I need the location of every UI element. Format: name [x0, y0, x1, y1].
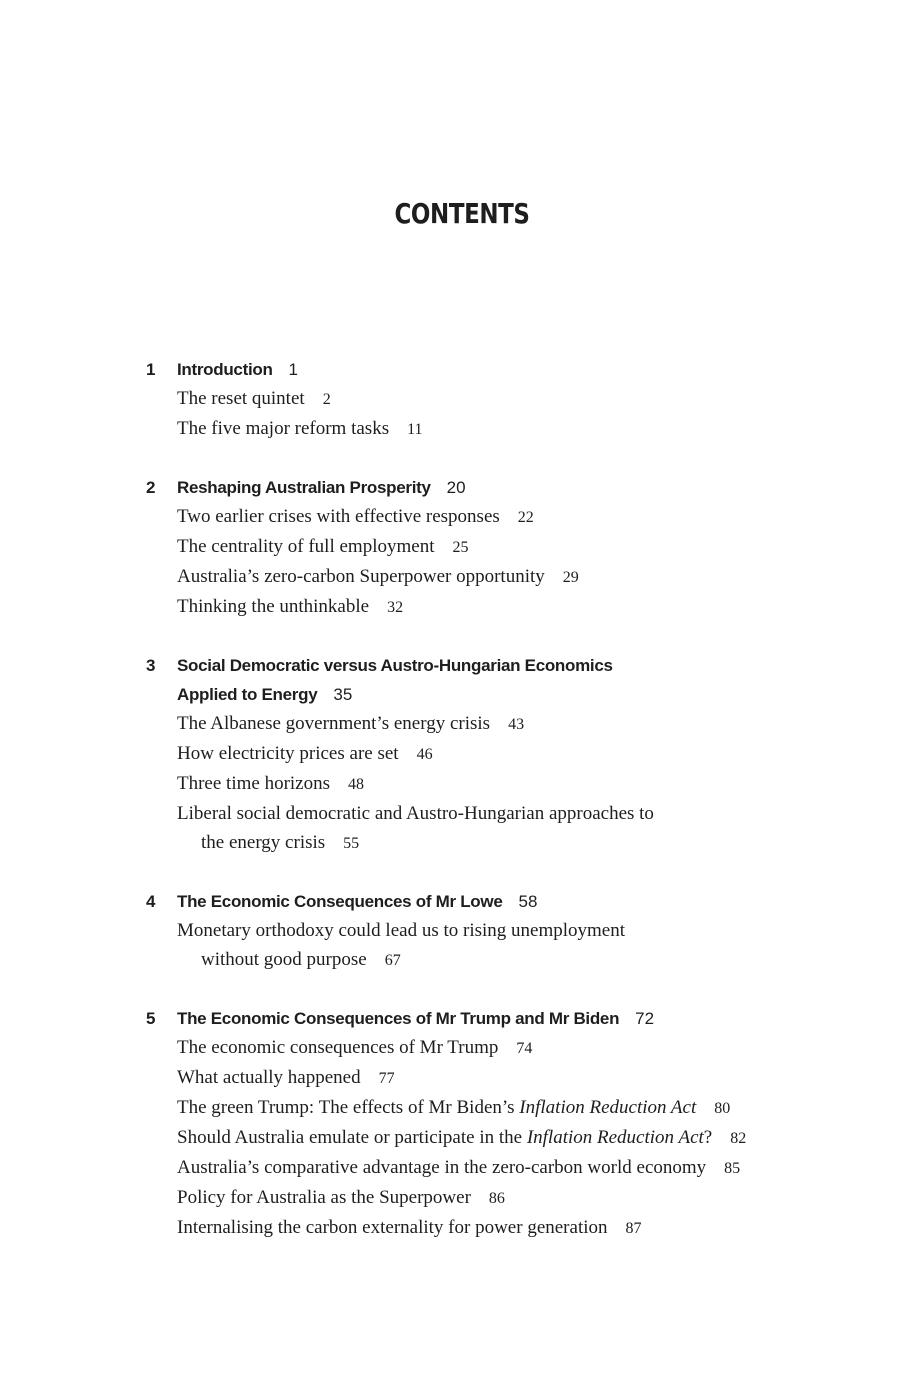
chapter-title: Introduction [177, 360, 273, 379]
section-page: 25 [452, 539, 469, 556]
chapter-5 [0, 1004, 900, 1243]
section-title: How electricity prices are set [177, 743, 399, 764]
section-title-line-1: Monetary orthodoxy could lead us to rising unemployment [177, 920, 626, 941]
chapter-2 [0, 473, 900, 622]
chapter-1 [0, 355, 900, 444]
section-entry[interactable] [177, 1183, 817, 1213]
chapter-number: 2 [146, 478, 156, 497]
section-entry[interactable] [177, 1063, 817, 1093]
section-page: 43 [508, 716, 525, 733]
section-title-line-1: Liberal social democratic and Austro-Hungarian approaches to [177, 803, 654, 824]
section-entry[interactable] [177, 916, 817, 975]
chapter-heading[interactable] [177, 887, 737, 916]
section-title: Internalising the carbon externality for power generation [177, 1217, 608, 1238]
section-title-prefix: The green Trump: The effects of Mr Biden’s [177, 1097, 520, 1118]
table-of-contents [0, 355, 900, 1272]
section-title-italic: Inflation Reduction Act [526, 1127, 704, 1148]
section-title-suffix: ? [703, 1127, 713, 1148]
section-title-prefix: Should Australia emulate or participate in the [177, 1127, 527, 1148]
section-title: Two earlier crises with effective responses [177, 506, 500, 527]
section-entry[interactable] [177, 384, 817, 414]
chapter-title: The Economic Consequences of Mr Trump and Mr Biden [177, 1009, 620, 1028]
chapter-page: 58 [518, 892, 538, 911]
section-title: Australia’s comparative advantage in the zero-carbon world economy [177, 1157, 707, 1178]
chapter-title-line-2: Applied to Energy [177, 685, 318, 704]
chapter-number: 5 [146, 1009, 156, 1028]
section-entry[interactable] [177, 502, 817, 532]
section-page: 85 [724, 1160, 741, 1177]
chapter-page: 35 [333, 685, 353, 704]
section-title: The economic consequences of Mr Trump [177, 1037, 499, 1058]
section-page: 77 [378, 1070, 395, 1087]
section-entry[interactable] [177, 1123, 817, 1153]
section-page: 87 [625, 1220, 642, 1237]
section-page: 67 [384, 952, 401, 969]
section-title: Thinking the unthinkable [177, 596, 370, 617]
section-page: 74 [516, 1040, 533, 1057]
section-entry[interactable] [177, 414, 817, 444]
section-title: Australia’s zero-carbon Superpower opportunity [177, 566, 545, 587]
section-title: What actually happened [177, 1067, 361, 1088]
section-page: 11 [407, 421, 423, 438]
section-page: 2 [322, 391, 331, 408]
chapter-3 [0, 651, 900, 858]
section-page: 48 [348, 776, 365, 793]
chapter-page: 20 [446, 478, 466, 497]
chapter-title-line-1: Social Democratic versus Austro-Hungarian Economics [177, 656, 613, 675]
chapter-number: 1 [146, 360, 156, 379]
section-entry[interactable] [177, 739, 817, 769]
section-entry[interactable] [177, 769, 817, 799]
section-page: 82 [730, 1130, 747, 1147]
section-title: The reset quintet [177, 388, 305, 409]
section-title-italic: Inflation Reduction Act [519, 1097, 697, 1118]
section-page: 22 [517, 509, 534, 526]
section-title-line-2: without good purpose [201, 949, 367, 970]
chapter-page: 72 [635, 1009, 655, 1028]
page-title: CONTENTS [394, 197, 530, 230]
chapter-heading[interactable] [177, 1004, 737, 1033]
section-title: The centrality of full employment [177, 536, 435, 557]
section-entry[interactable] [177, 1213, 817, 1243]
section-page: 86 [488, 1190, 505, 1207]
section-title: Three time horizons [177, 773, 331, 794]
section-title-line-2: the energy crisis [201, 832, 326, 853]
section-title-continuation [177, 828, 817, 858]
chapter-4 [0, 887, 900, 975]
section-page: 46 [416, 746, 433, 763]
section-page: 55 [343, 835, 360, 852]
chapter-number: 3 [146, 656, 156, 675]
section-entry[interactable] [177, 562, 817, 592]
section-entry[interactable] [177, 1033, 817, 1063]
chapter-title: Reshaping Australian Prosperity [177, 478, 431, 497]
section-title: The five major reform tasks [177, 418, 390, 439]
section-entry[interactable] [177, 1093, 817, 1123]
chapter-title: The Economic Consequences of Mr Lowe [177, 892, 503, 911]
section-entry[interactable] [177, 592, 817, 622]
section-entry[interactable] [177, 532, 817, 562]
section-entry[interactable] [177, 1153, 817, 1183]
section-title: The Albanese government’s energy crisis [177, 713, 491, 734]
section-title: Policy for Australia as the Superpower [177, 1187, 471, 1208]
section-page: 32 [387, 599, 404, 616]
chapter-number: 4 [146, 892, 156, 911]
section-entry[interactable] [177, 709, 817, 739]
section-title-continuation [177, 945, 817, 975]
chapter-heading[interactable] [177, 355, 737, 384]
section-entry[interactable] [177, 799, 817, 858]
section-page: 29 [562, 569, 579, 586]
chapter-heading[interactable] [177, 473, 737, 502]
chapter-heading[interactable] [177, 651, 737, 709]
chapter-page: 1 [288, 360, 299, 379]
section-page: 80 [714, 1100, 731, 1117]
